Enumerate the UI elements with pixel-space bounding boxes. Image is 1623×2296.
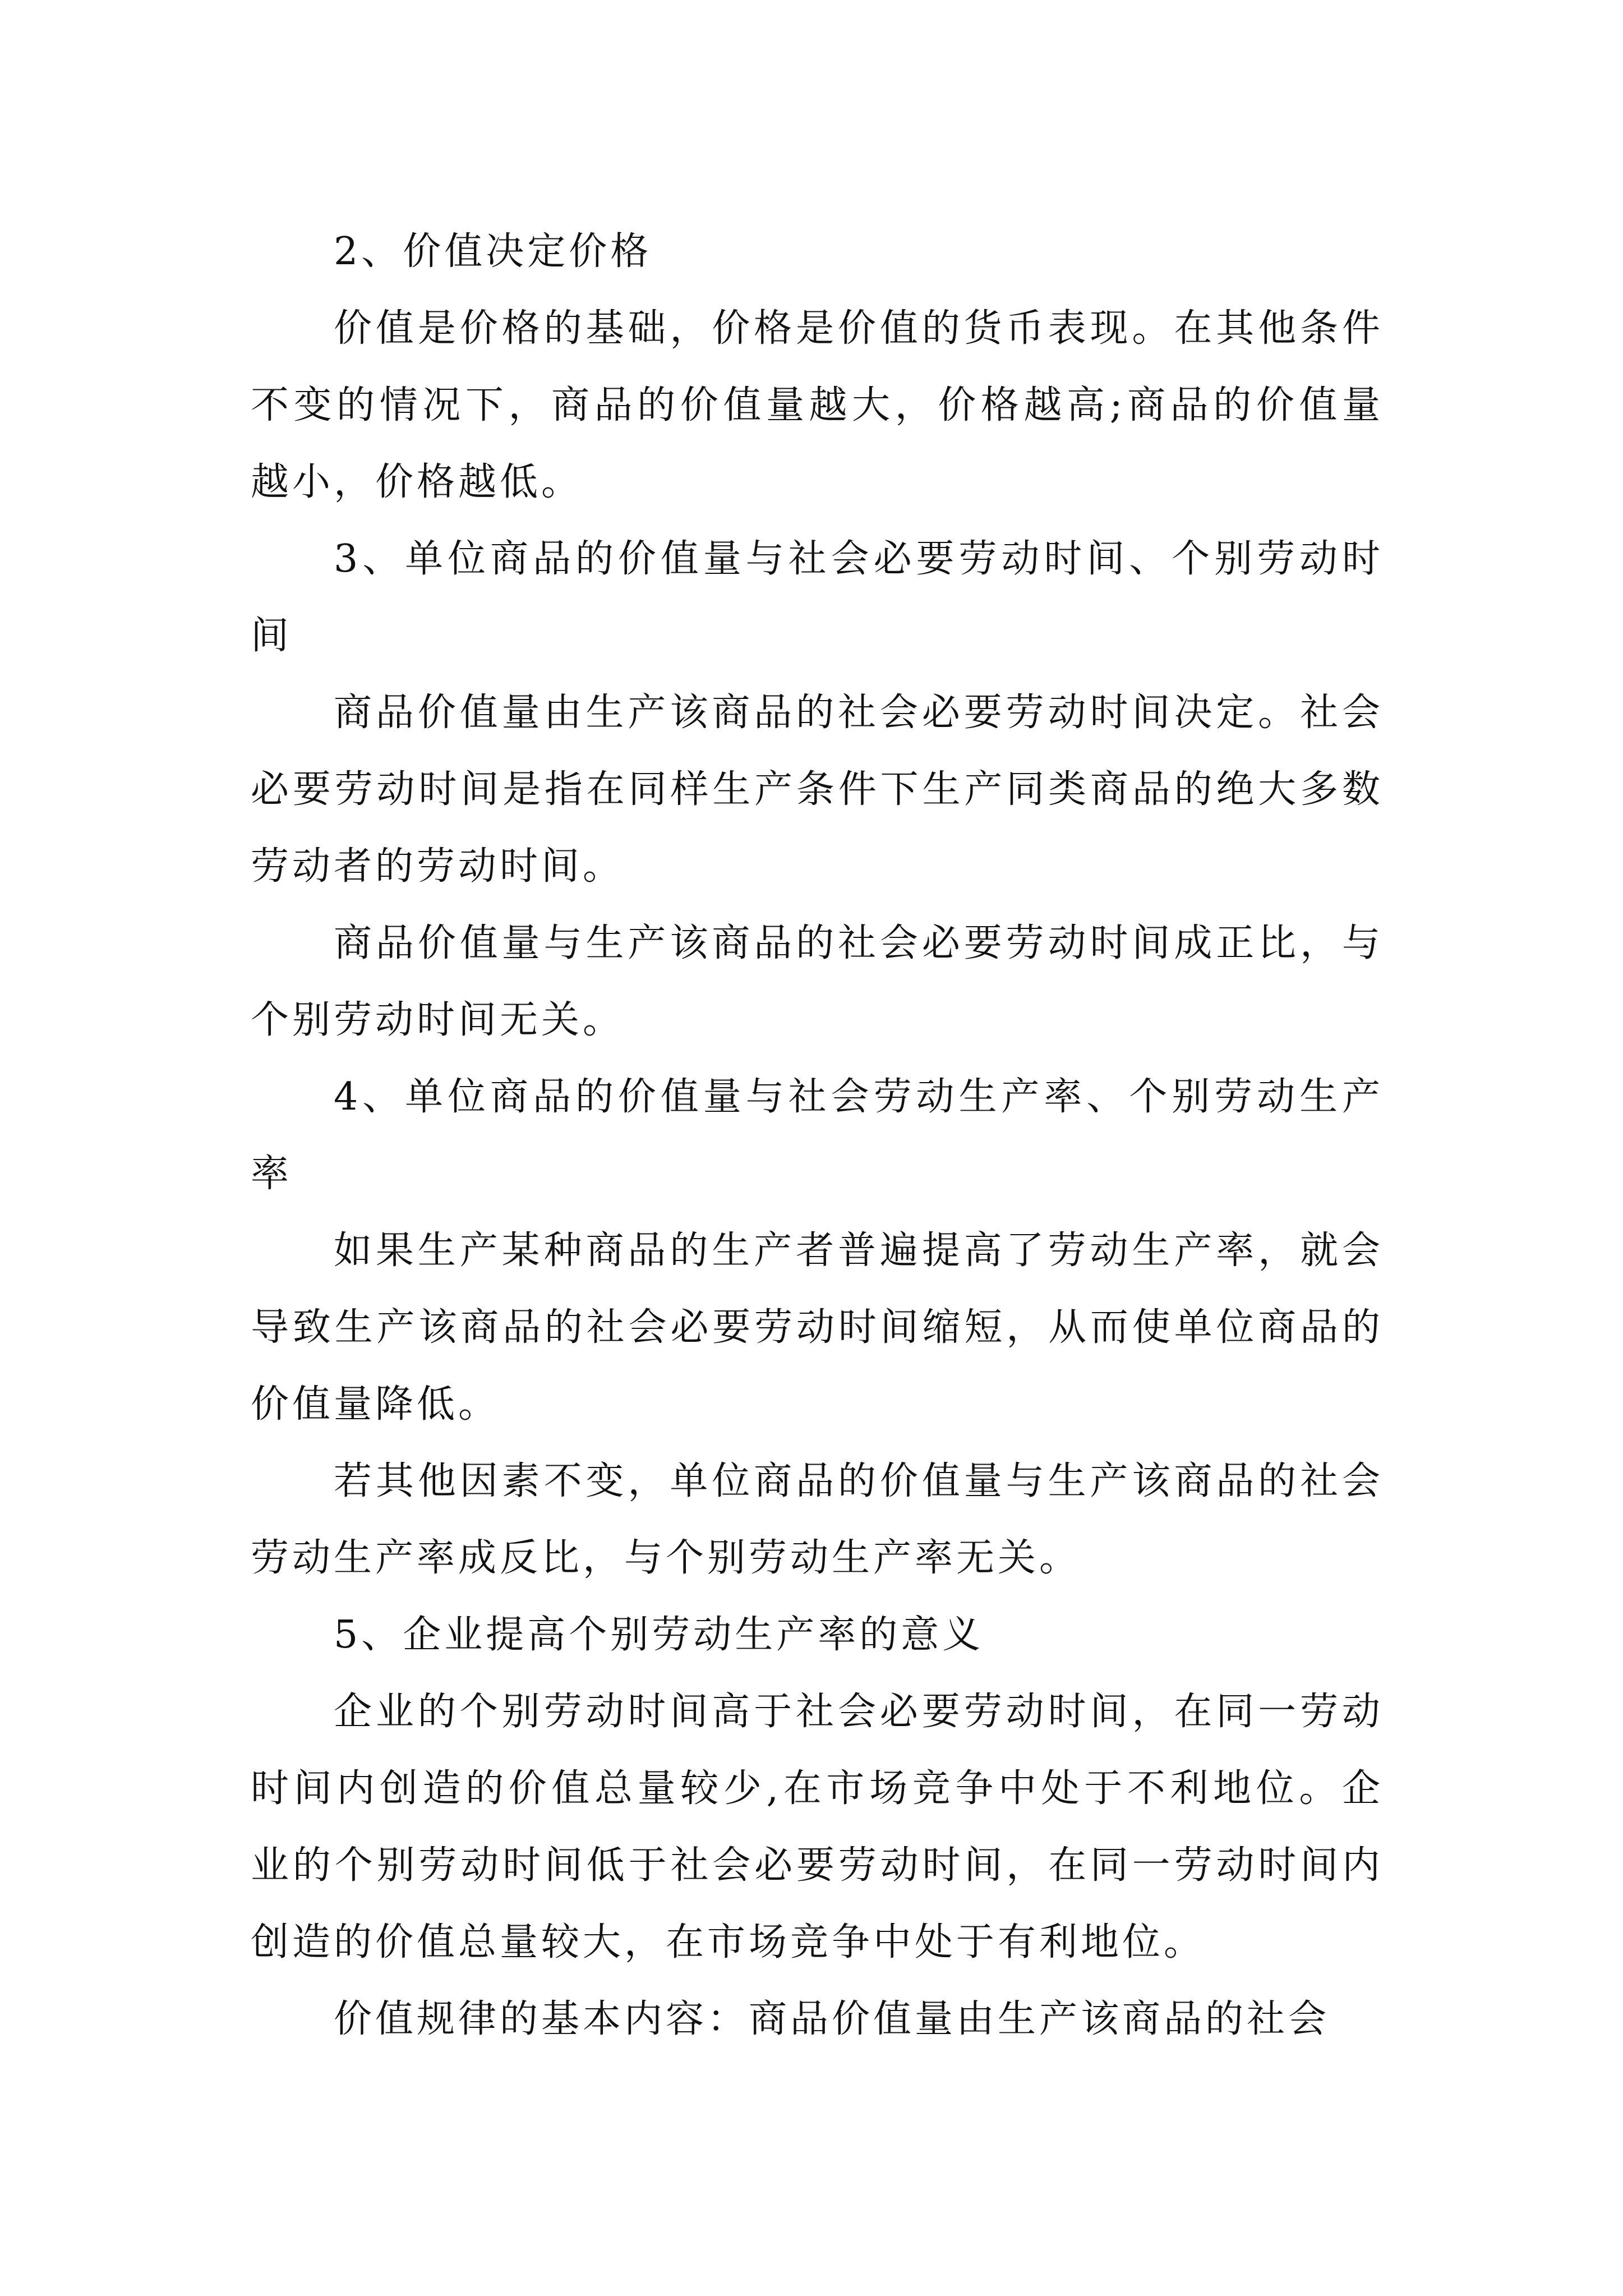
body-paragraph: 若其他因素不变，单位商品的价值量与生产该商品的社会劳动生产率成反比，与个别劳动生产率无关。 (251, 1459, 1384, 1580)
body-paragraph: 价值规律的基本内容：商品价值量由生产该商品的社会 (334, 1997, 1330, 2041)
section-heading-2: 2、价值决定价格 (334, 229, 652, 274)
body-paragraph: 商品价值量由生产该商品的社会必要劳动时间决定。社会必要劳动时间是指在同样生产条件下生产同类商品的绝大多数劳动者的劳动时间。 (251, 691, 1384, 889)
body-paragraph: 如果生产某种商品的生产者普遍提高了劳动生产率，就会导致生产该商品的社会必要劳动时间缩短，从而使单位商品的价值量降低。 (251, 1228, 1384, 1427)
section-heading-4: 4、单位商品的价值量与社会劳动生产率、个别劳动生产率 (251, 1075, 1384, 1196)
section-heading-5: 5、企业提高个别劳动生产率的意义 (334, 1613, 984, 1657)
body-paragraph: 价值是价格的基础，价格是价值的货币表现。在其他条件不变的情况下，商品的价值量越大，价格越高;商品的价值量越小，价格越低。 (251, 306, 1384, 504)
document-body (251, 213, 1384, 2058)
body-paragraph: 商品价值量与生产该商品的社会必要劳动时间成正比，与个别劳动时间无关。 (251, 921, 1384, 1042)
section-heading-3: 3、单位商品的价值量与社会必要劳动时间、个别劳动时间 (251, 537, 1384, 658)
body-paragraph: 企业的个别劳动时间高于社会必要劳动时间，在同一劳动时间内创造的价值总量较少,在市场竞争中处于不利地位。企业的个别劳动时间低于社会必要劳动时间，在同一劳动时间内创造的价值总量较大，在市场竞争中处于有利地位。 (251, 1690, 1384, 1964)
